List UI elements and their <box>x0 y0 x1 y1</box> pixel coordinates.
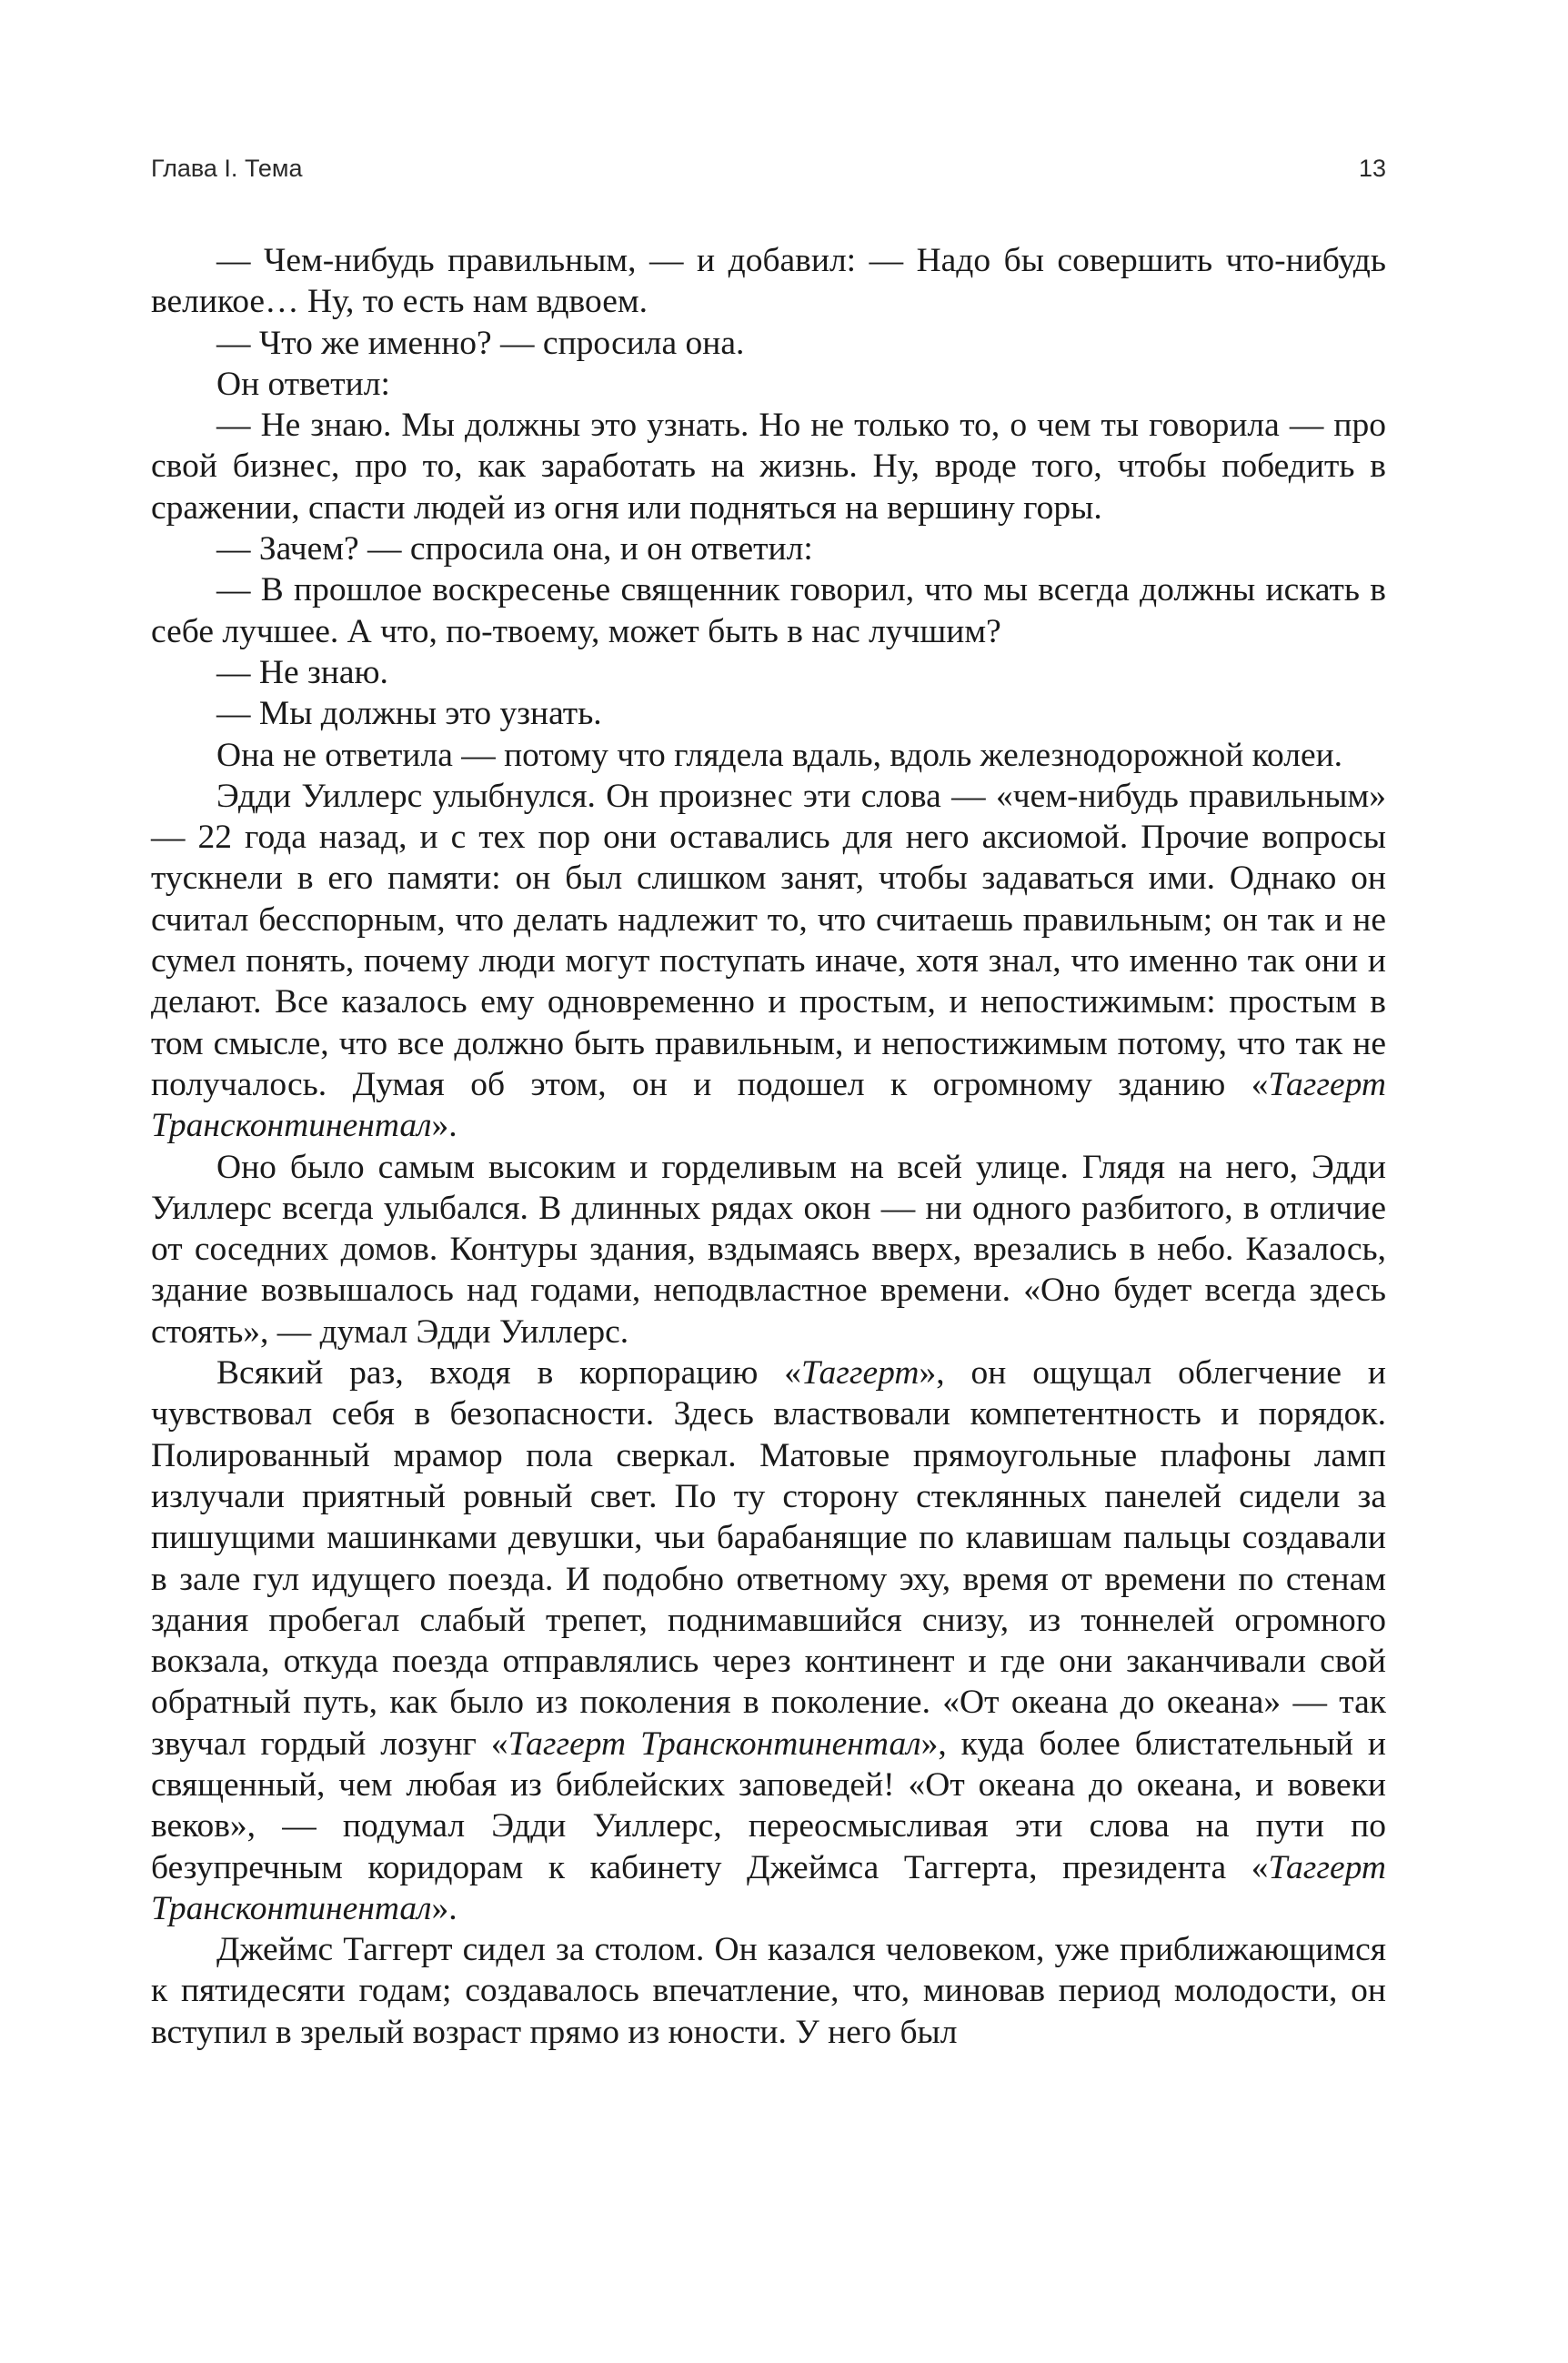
text-segment: Оно было самым высоким и горделивым на всей улице. Глядя на него, Эдди Уиллерс всегда улыбался. В длинных рядах окон — ни одного разбитого, в отличие от соседних домов. Контуры здания, вздымаясь вверх, врезались в небо. Казалось, здание возвышалось над годами, неподвластное времени. «Оно будет всегда здесь стоять», — думал Эдди Уиллерс. <box>151 1148 1386 1351</box>
paragraph <box>151 735 1386 776</box>
text-segment: ». <box>431 1107 457 1145</box>
paragraph <box>151 569 1386 652</box>
text-segment: — В прошлое воскресенье священник говорил, что мы всегда должны искать в себе лучшее. А что, по-твоему, может быть в нас лучшим? <box>151 571 1386 650</box>
paragraph <box>151 528 1386 569</box>
italic-text: Таггерт Трансконтинентал <box>508 1724 921 1763</box>
text-segment: — Что же именно? — спросила она. <box>216 324 745 362</box>
italic-text: Таггерт Трансконтинентал <box>151 1065 1386 1145</box>
italic-text: Таггерт Трансконтинентал <box>151 1848 1386 1927</box>
chapter-title: Глава I. Тема <box>151 155 303 182</box>
text-segment: Она не ответила — потому что глядела вдаль, вдоль железнодорожной колеи. <box>216 736 1343 774</box>
body-text <box>151 240 1386 2053</box>
text-segment: ». <box>431 1889 457 1927</box>
text-segment: », куда более блистательный и священный, чем любая из библейских заповедей! «От океана до океана, и вовеки веков», — подумал Эдди Уиллерс, переосмысливая эти слова на пути по безупречным коридорам к кабинету Джеймса Таггерта, президента « <box>151 1724 1386 1886</box>
text-segment: Эдди Уиллерс улыбнулся. Он произнес эти слова — «чем-нибудь правильным» — 22 года назад, и с тех пор они оставались для него аксиомой. Прочие вопросы тускнели в его памяти: он был слишком занят, чтобы задаваться ими. Однако он считал бесспорным, что делать надлежит то, что считаешь правильным; он так и не сумел понять, почему люди могут поступать иначе, хотя знал, что именно так они и делают. Все казалось ему одновременно и простым, и непостижимым: простым в том смысле, что все должно быть правильным, и непостижимым потому, что так не получалось. Думая об этом, он и подошел к огромному зданию « <box>151 777 1386 1103</box>
paragraph <box>151 1929 1386 2053</box>
paragraph <box>151 1352 1386 1929</box>
text-segment: Всякий раз, входя в корпорацию « <box>216 1354 802 1393</box>
paragraph <box>151 323 1386 364</box>
paragraph <box>151 405 1386 528</box>
running-head <box>151 155 1386 191</box>
text-segment: Он ответил: <box>216 365 390 403</box>
page-number: 13 <box>1358 155 1386 182</box>
text-segment: — Зачем? — спросила она, и он ответил: <box>216 530 813 568</box>
text-segment: — Мы должны это узнать. <box>216 695 602 733</box>
text-segment: — Чем-нибудь правильным, — и добавил: — Надо бы совершить что-нибудь великое… Ну, то есть нам вдвоем. <box>151 242 1386 321</box>
italic-text: Таггерт <box>801 1354 920 1393</box>
paragraph <box>151 240 1386 323</box>
paragraph <box>151 776 1386 1147</box>
book-page <box>151 155 1386 2053</box>
paragraph <box>151 1147 1386 1352</box>
paragraph <box>151 652 1386 693</box>
paragraph <box>151 364 1386 405</box>
paragraph <box>151 693 1386 734</box>
text-segment: — Не знаю. <box>216 653 388 691</box>
text-segment: Джеймс Таггерт сидел за столом. Он казался человеком, уже приближающимся к пятидесяти годам; создавалось впечатление, что, миновав период молодости, он вступил в зрелый возраст прямо из юности. У него был <box>151 1931 1386 2051</box>
text-segment: », он ощущал облегчение и чувствовал себя в безопасности. Здесь властвовали компетентность и порядок. Полированный мрамор пола сверкал. Матовые прямоугольные плафоны ламп излучали приятный ровный свет. По ту сторону стеклянных панелей сидели за пишущими машинками девушки, чьи барабанящие по клавишам пальцы создавали в зале гул идущего поезда. И подобно ответному эху, время от времени по стенам здания пробегал слабый трепет, поднимавшийся снизу, из тоннелей огромного вокзала, откуда поезда отправлялись через континент и где они заканчивали свой обратный путь, как было из поколения в поколение. «От океана до океана» — так звучал гордый лозунг « <box>151 1354 1386 1763</box>
text-segment: — Не знаю. Мы должны это узнать. Но не только то, о чем ты говорила — про свой бизнес, про то, как заработать на жизнь. Ну, вроде того, чтобы победить в сражении, спасти людей из огня или подняться на вершину горы. <box>151 407 1386 527</box>
